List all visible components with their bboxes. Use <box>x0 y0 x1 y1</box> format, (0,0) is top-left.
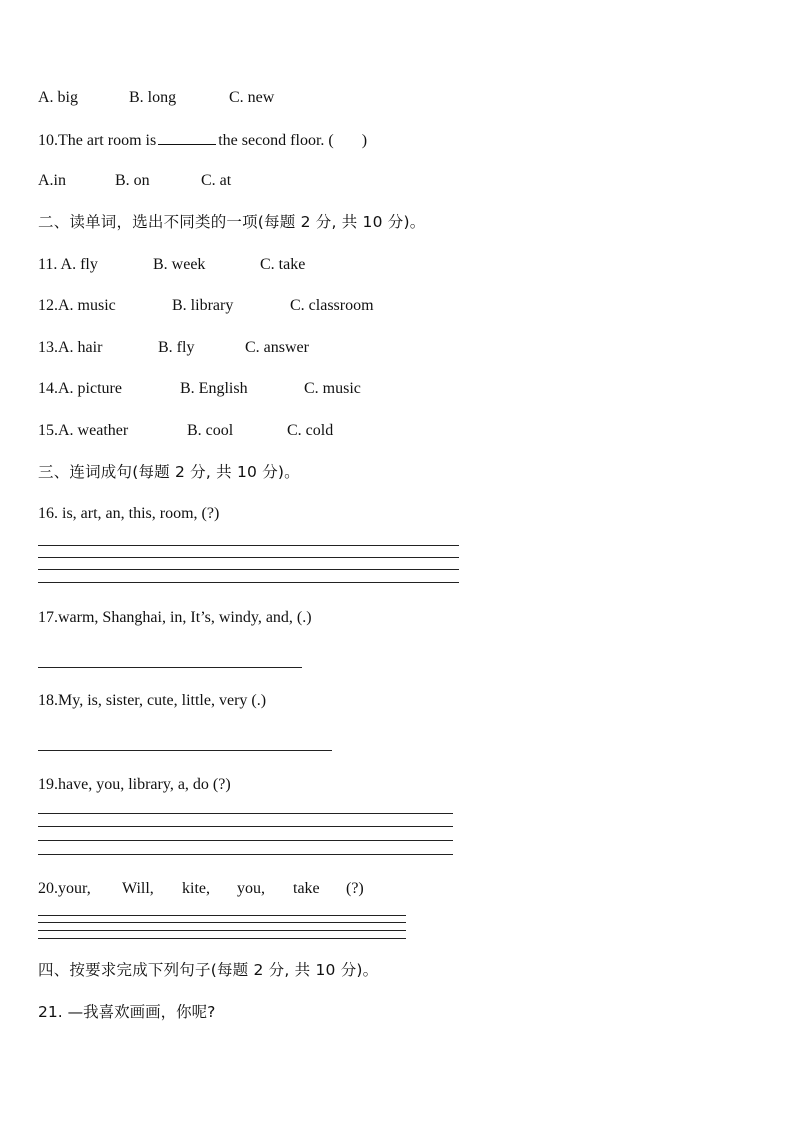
q11-option-a: 11. A. fly <box>38 256 98 273</box>
q13-option-b: B. fly <box>158 339 195 356</box>
q9-option-c: C. new <box>229 89 275 106</box>
q20-word-6: (?) <box>346 880 364 897</box>
q19-answer-line-1[interactable] <box>38 813 453 814</box>
q19: 19.have, you, library, a, do (?) <box>38 776 231 793</box>
q18: 18.My, is, sister, cute, little, very (.) <box>38 692 267 709</box>
q17: 17.warm, Shanghai, in, It’s, windy, and, (.) <box>38 609 312 626</box>
q10-option-a: A.in <box>38 172 66 189</box>
q12-option-c: C. classroom <box>290 297 374 314</box>
q20-word-1: 20.your, <box>38 880 91 897</box>
q11-option-b: B. week <box>153 256 206 273</box>
q14-option-b: B. English <box>180 380 248 397</box>
q16: 16. is, art, an, this, room, (?) <box>38 505 220 522</box>
q10-suffix: the second floor. ( <box>218 132 334 149</box>
q11-option-c: C. take <box>260 256 306 273</box>
q14-option-c: C. music <box>304 380 361 397</box>
q9-options <box>38 88 274 108</box>
q17-answer-line[interactable] <box>38 667 302 668</box>
q11 <box>38 255 305 275</box>
q14-option-a: 14.A. picture <box>38 380 122 397</box>
q14 <box>38 379 361 399</box>
q21: 21. —我喜欢画画，你呢? <box>38 1003 216 1021</box>
section3-heading: 三、连词成句(每题 2 分, 共 10 分)。 <box>38 463 300 481</box>
q9-option-a: A. big <box>38 89 78 106</box>
q13-option-a: 13.A. hair <box>38 339 103 356</box>
q18-answer-line[interactable] <box>38 750 332 751</box>
q12-option-b: B. library <box>172 297 234 314</box>
q10-close: ) <box>361 132 368 149</box>
q12 <box>38 296 374 316</box>
q15-option-c: C. cold <box>287 422 334 439</box>
q20-word-4: you, <box>237 880 265 897</box>
q12-option-a: 12.A. music <box>38 297 116 314</box>
q16-answer-line-2[interactable] <box>38 557 459 558</box>
section2-heading: 二、读单词，选出不同类的一项(每题 2 分, 共 10 分)。 <box>38 213 426 231</box>
q20 <box>38 879 364 899</box>
q19-answer-line-2[interactable] <box>38 826 453 827</box>
q20-word-5: take <box>293 880 320 897</box>
q9-option-b: B. long <box>129 89 177 106</box>
q10-prefix: 10.The art room is <box>38 132 157 149</box>
q20-answer-line-4[interactable] <box>38 938 406 939</box>
q10-stem <box>38 130 367 151</box>
q10-option-b: B. on <box>115 172 150 189</box>
q19-answer-line-3[interactable] <box>38 840 453 841</box>
q20-answer-line-1[interactable] <box>38 915 406 916</box>
q16-answer-line-3[interactable] <box>38 569 459 570</box>
q20-answer-line-2[interactable] <box>38 922 406 923</box>
q19-answer-line-4[interactable] <box>38 854 453 855</box>
section4-heading: 四、按要求完成下列句子(每题 2 分, 共 10 分)。 <box>38 961 379 979</box>
q16-answer-line-4[interactable] <box>38 582 459 583</box>
q10-options <box>38 171 231 191</box>
q16-answer-line-1[interactable] <box>38 545 459 546</box>
q13-option-c: C. answer <box>245 339 309 356</box>
q20-word-3: kite, <box>182 880 210 897</box>
q20-answer-line-3[interactable] <box>38 930 406 931</box>
q13 <box>38 338 309 358</box>
q10-option-c: C. at <box>201 172 232 189</box>
q20-word-2: Will, <box>122 880 154 897</box>
q15 <box>38 421 333 441</box>
q15-option-a: 15.A. weather <box>38 422 129 439</box>
q15-option-b: B. cool <box>187 422 234 439</box>
q10-blank[interactable] <box>158 130 216 145</box>
